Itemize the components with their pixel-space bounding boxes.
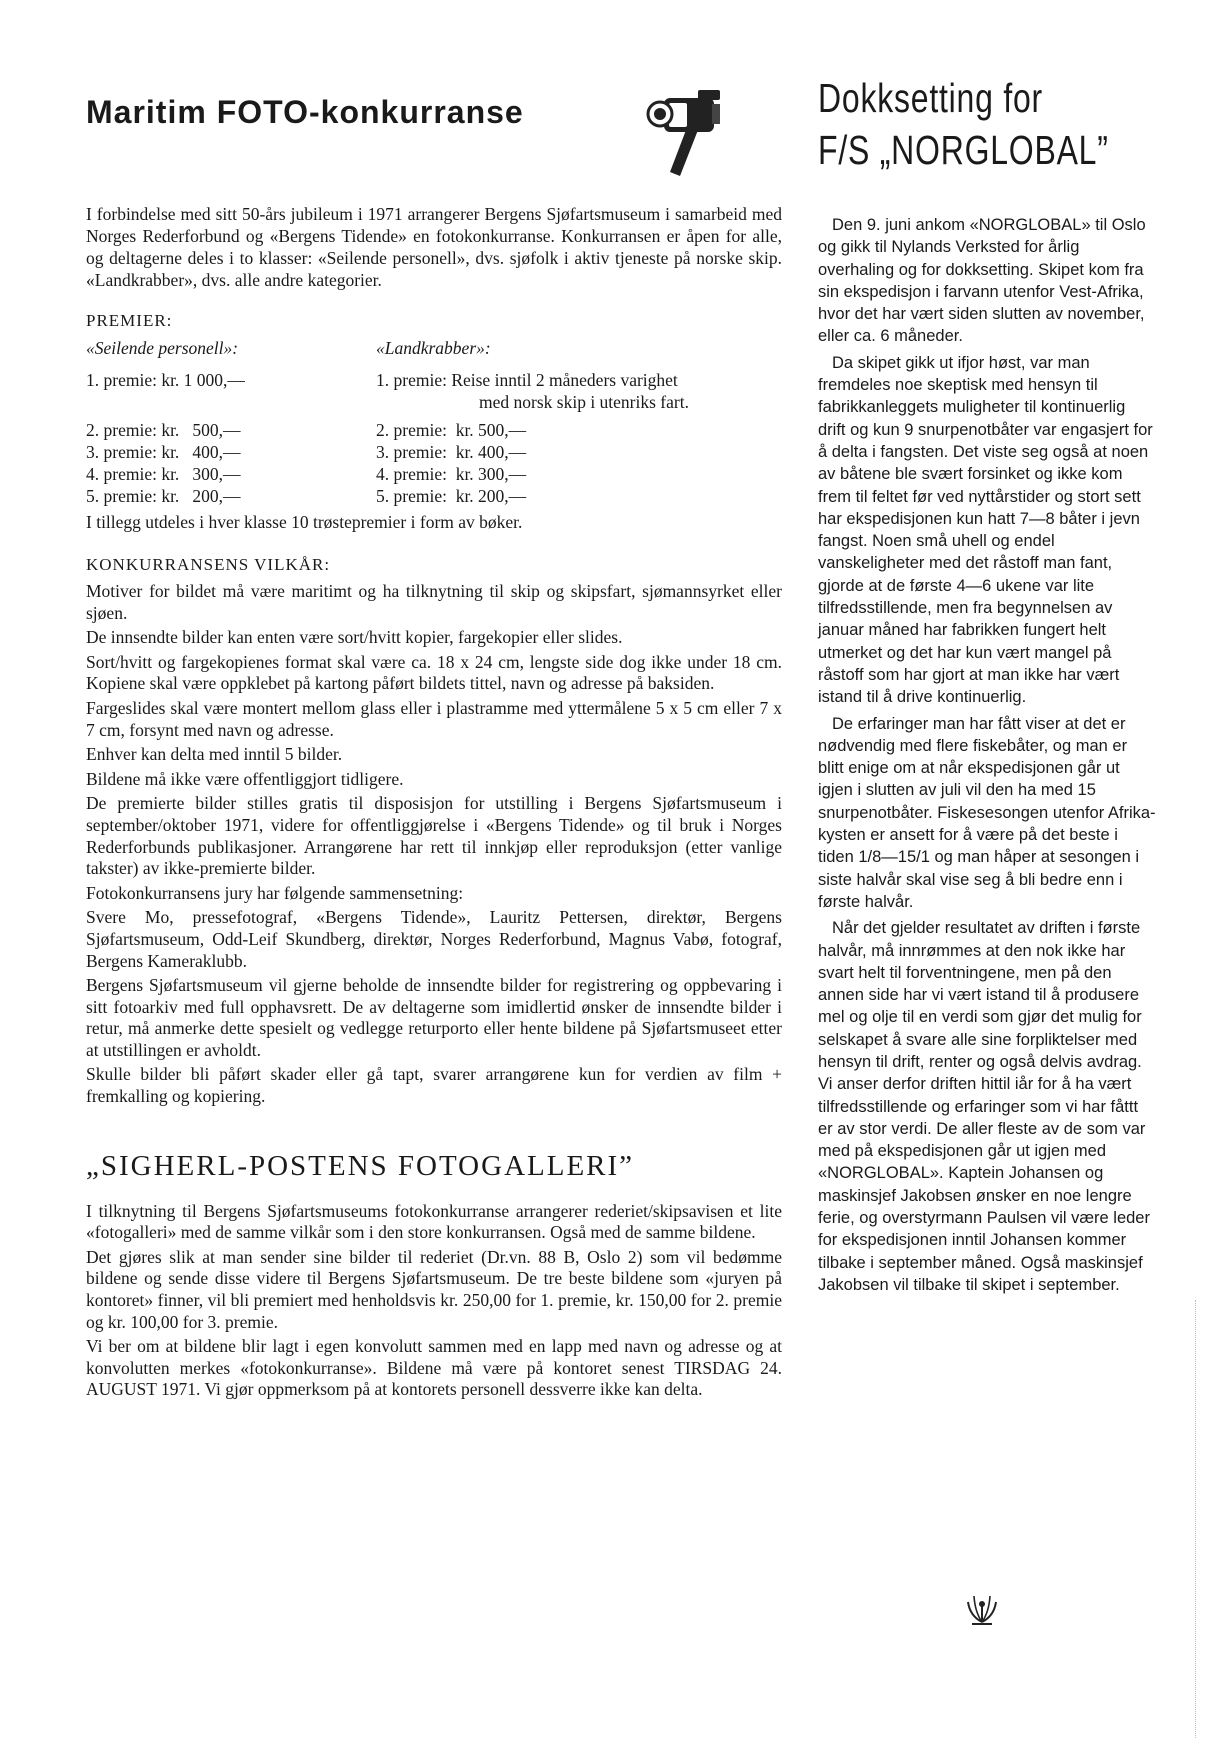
vilkar-paragraph: Sort/hvitt og fargekopienes format skal være ca. 18 x 24 cm, lengste side dog ikke under 18 cm. Kopiene skal være oppklebet på kartong påført bildets tittel, navn og adresse på baksiden. — [86, 651, 782, 694]
vilkar-paragraph: Enhver kan delta med inntil 5 bilder. — [86, 744, 343, 765]
prize-a: 1. premie: kr. 1 000,— — [86, 370, 245, 390]
ornament-icon — [962, 1588, 1002, 1633]
vilkar-paragraph: Bildene må ikke være offentliggjort tidligere. — [86, 768, 404, 789]
prize-a: 2. premie: kr. 500,— — [86, 420, 241, 440]
article-title: Maritim FOTO-konkurranse — [86, 94, 524, 130]
vilkar-heading: KONKURRANSENS VILKÅR: — [86, 555, 331, 574]
gallery-paragraph: Det gjøres slik at man sender sine bilder til rederiet (Dr.vn. 88 B, Oslo 2) som vil bedømme bildene og sende disse videre til Bergens Sjøfartsmuseum. De tre beste bildene som «juryen på kontoret» finner, vil bli premiert med henholdsvis kr. 250,00 for 1. premie, kr. 150,00 for 2. premie og kr. 100,00 for 3. premie. — [86, 1246, 782, 1332]
prize-a: 5. premie: kr. 200,— — [86, 486, 241, 506]
prize-b: 4. premie: kr. 300,— — [376, 464, 527, 484]
class2-label: «Landkrabber»: — [376, 338, 491, 358]
tillegg-text: I tillegg utdeles i hver klasse 10 trøstepremier i form av bøker. — [86, 512, 523, 532]
prize-b: 5. premie: kr. 200,— — [376, 486, 527, 506]
right-title-line1: Dokksetting for — [818, 75, 1043, 121]
gallery-paragraph: I tilknytning til Bergens Sjøfartsmuseums fotokonkurranse arrangerer rederiet/skipsavisen et lite «fotogalleri» med de samme vilkår som i den store konkurransen. Også med de samme bildene. — [86, 1200, 782, 1243]
gallery-title: „SIGHERL-POSTENS FOTOGALLERI” — [86, 1149, 635, 1182]
prize-table — [86, 337, 782, 533]
vilkar-paragraph: De premierte bilder stilles gratis til disposisjon for utstilling i Bergens Sjøfartsmuseum i september/oktober 1971, videre for offentliggjørelse i «Bergens Tidende» og til bruk i Norges Rederforbunds publikasjoner. Arrangørene har rett til innkjøp eller reproduksjon (etter vanlige takster) av ikke-premierte bilder. — [86, 793, 782, 879]
right-paragraph: Når det gjelder resultatet av driften i første halvår, må innrømmes at den nok ikke har svart helt til forventningene, men på den annen side har vi vært istand til å produsere mel og olje til en verdi som gjør det mulig for selskapet å svare alle sine forpliktelser med hensyn til drift, renter og også delvis avdrag. Vi anser derfor driften hittil iår for å ha vært tilfredsstillende og erfaringer som vi har fåttt er av stor verdi. De aller fleste av de som var med på ekspedisjonen går ut igjen med «NORGLOBAL». Kaptein Johansen og maskinsjef Jakobsen ønsker en noe lengre ferie, og overstyrmann Paulsen vil være leder for ekspedisjonen inntil Johansen kommer tilbake i september måned. Også maskinsjef Jakobsen vil tilbake til skipet i september. — [818, 919, 1150, 1294]
gallery-paragraph: Vi ber om at bildene blir lagt i egen konvolutt sammen med en lapp med navn og adresse og at konvolutten merkes «fotokonkurranse». Bildene må være på kontoret senest TIRSDAG 24. AUGUST 1971. Vi gjør oppmerksom på at kontorets personell dessverre ikke kan delta. — [86, 1336, 782, 1400]
prize-a: 3. premie: kr. 400,— — [86, 442, 241, 462]
intro-paragraph: I forbindelse med sitt 50-års jubileum i 1971 arrangerer Bergens Sjøfartsmuseum i samarbeid med Norges Rederforbund og «Bergens Tidende» en fotokonkurranse. Konkurransen er åpen for alle, og deltagerne deles i to klasser: «Seilende personell», dvs. sjøfolk i aktiv tjeneste på norske skip. «Landkrabber», dvs. alle andre kategorier. — [86, 204, 782, 290]
vilkar-paragraph: Fotokonkurransens jury har følgende sammensetning: — [86, 882, 464, 903]
vilkar-paragraph: Svere Mo, pressefotograf, «Bergens Tidende», Lauritz Pettersen, direktør, Bergens Sjøfartsmuseum, Odd-Leif Skundberg, direktør, Norges Rederforbund, Magnus Vabø, fotograf, Bergens Kameraklubb. — [86, 907, 782, 971]
right-paragraph: Da skipet gikk ut ifjor høst, var man fremdeles noe skeptisk med hensyn til fabrikkanleggets muligheter til kontinuerlig drift og kun 9 snurpenotbåter var engasjert for å delta i fangsten. Det viste seg også at noen av båtene ble svært forsinket og ikke kom frem til feltet før ved nyttårstider og stort sett har ekspedisjonen kun hatt 7—8 båter i jevn fangst. Noen små uhell og endel vanskeligheter med det råstoff man fant, gjorde at de første 4—6 ukene var lite tilfredsstillende, men fra begynnelsen av januar måned har fabrikken fungert helt utmerket og det har kun vært mangel på råstoff som har gjort at man ikke har vært istand til å drive kontinuerlig. — [818, 353, 1153, 707]
premier-heading: PREMIER: — [86, 311, 173, 330]
prize-b-cont: med norsk skip i utenriks fart. — [479, 392, 689, 412]
prize-a: 4. premie: kr. 300,— — [86, 464, 241, 484]
right-title-line2: F/S „NORGLOBAL” — [818, 127, 1109, 173]
left-column — [86, 84, 782, 1404]
right-paragraph: De erfaringer man har fått viser at det er nødvendig med flere fiskebåter, og man er blitt enige om at når ekspedisjonen går ut igjen i slutten av juli vil den ha med 15 snurpenotbåter. Fiskesesongen utenfor Afrika-kysten er ansett for å være på det beste i tiden 1/8—15/1 og man håper at sesongen i siste halvår skal vise seg å bli bedre enn i første halvår. — [818, 714, 1156, 911]
vilkar-paragraph: Bergens Sjøfartsmuseum vil gjerne beholde de innsendte bilder for registrering og oppbevaring i sitt fotoarkiv med full opphavsrett. De av deltagerne som imidlertid ønsker de innsendte bilder i retur, må anmerke dette spesielt og vedlegge returporto eller hente bildene på Sjøfartsmuseet etter at utstillingen er avholdt. — [86, 975, 782, 1060]
right-column — [818, 72, 1156, 1300]
vilkar-paragraph: Fargeslides skal være montert mellom glass eller i plastramme med yttermålene 5 x 5 cm eller 7 x 7 cm, forsynt med navn og adresse. — [86, 697, 782, 740]
prize-b: 2. premie: kr. 500,— — [376, 420, 527, 440]
camera-icon — [646, 84, 738, 185]
prize-b: 3. premie: kr. 400,— — [376, 442, 527, 462]
class1-label: «Seilende personell»: — [86, 338, 239, 358]
page-edge — [1195, 1300, 1216, 1738]
right-paragraph: Den 9. juni ankom «NORGLOBAL» til Oslo og gikk til Nylands Verksted for årlig overhaling og for dokksetting. Skipet kom fra sin ekspedisjon i farvann utenfor Vest-Afrika, hvor det har vært siden slutten av november, eller ca. 6 måneder. — [818, 216, 1146, 346]
vilkar-paragraph: Skulle bilder bli påført skader eller gå tapt, svarer arrangørene kun for verdien av film + fremkalling og kopiering. — [86, 1064, 782, 1107]
prize-b: 1. premie: Reise inntil 2 måneders varighet — [376, 370, 678, 390]
vilkar-paragraph: De innsendte bilder kan enten være sort/hvitt kopier, fargekopier eller slides. — [86, 627, 623, 648]
vilkar-paragraph: Motiver for bildet må være maritimt og ha tilknytning til skip og skipsfart, sjømannsyrket eller sjøen. — [86, 581, 782, 623]
